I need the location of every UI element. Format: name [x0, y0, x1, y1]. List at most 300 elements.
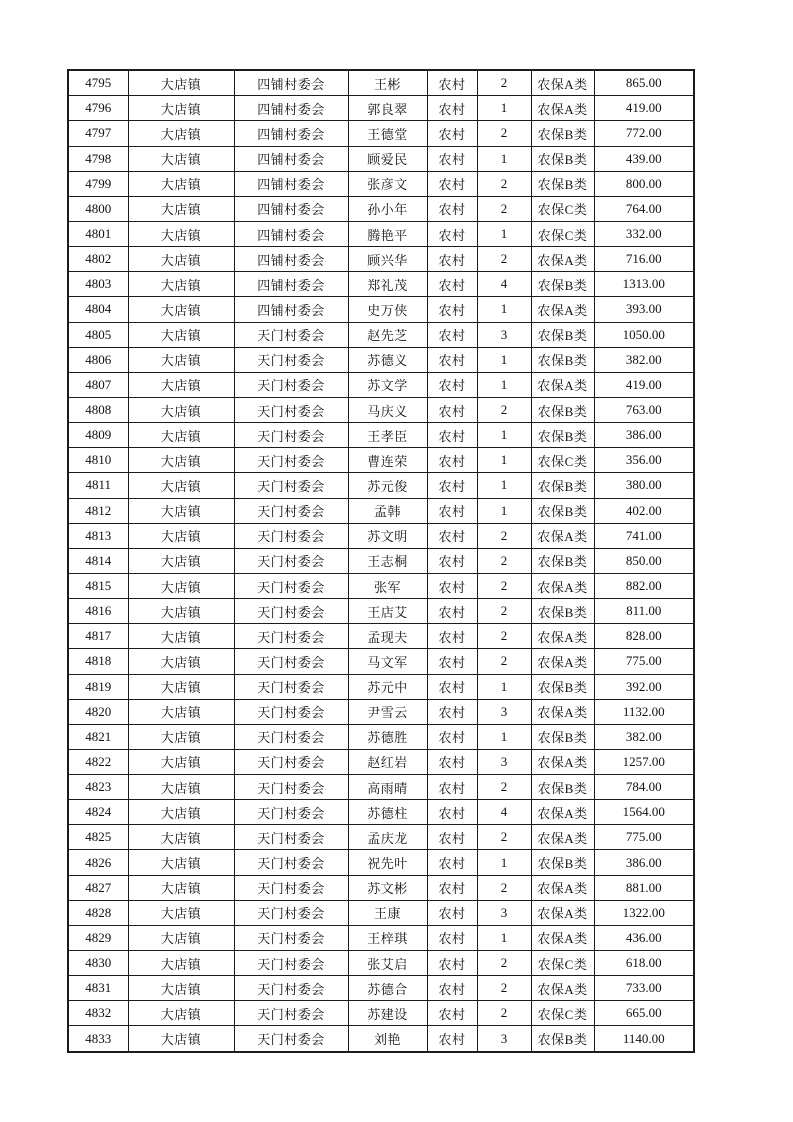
town-cell: 大店镇 [128, 322, 234, 347]
category-cell: 农保A类 [531, 573, 594, 598]
village-cell: 四铺村委会 [234, 70, 348, 96]
village-cell: 天门村委会 [234, 649, 348, 674]
serial-cell: 4799 [68, 171, 128, 196]
category-cell: 农保B类 [531, 397, 594, 422]
count-cell: 2 [477, 649, 531, 674]
table-row [68, 875, 694, 900]
amount-cell: 764.00 [594, 196, 694, 221]
residence-cell: 农村 [427, 875, 477, 900]
category-cell: 农保C类 [531, 1001, 594, 1026]
residence-cell: 农村 [427, 624, 477, 649]
town-cell: 大店镇 [128, 523, 234, 548]
category-cell: 农保A类 [531, 925, 594, 950]
table-row [68, 347, 694, 372]
serial-cell: 4814 [68, 548, 128, 573]
table-row [68, 146, 694, 171]
count-cell: 2 [477, 70, 531, 96]
name-cell: 苏文明 [348, 523, 427, 548]
amount-cell: 881.00 [594, 875, 694, 900]
town-cell: 大店镇 [128, 624, 234, 649]
category-cell: 农保C类 [531, 448, 594, 473]
serial-cell: 4796 [68, 96, 128, 121]
town-cell: 大店镇 [128, 749, 234, 774]
town-cell: 大店镇 [128, 976, 234, 1001]
category-cell: 农保A类 [531, 875, 594, 900]
amount-cell: 356.00 [594, 448, 694, 473]
table-row [68, 96, 694, 121]
amount-cell: 775.00 [594, 649, 694, 674]
table-row [68, 749, 694, 774]
serial-cell: 4806 [68, 347, 128, 372]
name-cell: 顾兴华 [348, 247, 427, 272]
table-row [68, 498, 694, 523]
amount-cell: 392.00 [594, 674, 694, 699]
name-cell: 史万侠 [348, 297, 427, 322]
serial-cell: 4810 [68, 448, 128, 473]
name-cell: 马文军 [348, 649, 427, 674]
amount-cell: 828.00 [594, 624, 694, 649]
name-cell: 张艾启 [348, 951, 427, 976]
village-cell: 天门村委会 [234, 548, 348, 573]
table-row [68, 523, 694, 548]
town-cell: 大店镇 [128, 221, 234, 246]
name-cell: 祝先叶 [348, 850, 427, 875]
category-cell: 农保B类 [531, 473, 594, 498]
town-cell: 大店镇 [128, 1026, 234, 1052]
village-cell: 天门村委会 [234, 599, 348, 624]
village-cell: 天门村委会 [234, 925, 348, 950]
serial-cell: 4824 [68, 800, 128, 825]
name-cell: 王孝臣 [348, 423, 427, 448]
village-cell: 天门村委会 [234, 699, 348, 724]
residence-cell: 农村 [427, 70, 477, 96]
town-cell: 大店镇 [128, 900, 234, 925]
town-cell: 大店镇 [128, 272, 234, 297]
amount-cell: 772.00 [594, 121, 694, 146]
residence-cell: 农村 [427, 1026, 477, 1052]
residence-cell: 农村 [427, 800, 477, 825]
amount-cell: 419.00 [594, 96, 694, 121]
amount-cell: 1132.00 [594, 699, 694, 724]
table-row [68, 1001, 694, 1026]
table-row [68, 171, 694, 196]
town-cell: 大店镇 [128, 247, 234, 272]
village-cell: 天门村委会 [234, 1026, 348, 1052]
count-cell: 2 [477, 825, 531, 850]
amount-cell: 1257.00 [594, 749, 694, 774]
serial-cell: 4809 [68, 423, 128, 448]
residence-cell: 农村 [427, 247, 477, 272]
village-cell: 天门村委会 [234, 624, 348, 649]
amount-cell: 784.00 [594, 775, 694, 800]
count-cell: 2 [477, 1001, 531, 1026]
amount-cell: 1564.00 [594, 800, 694, 825]
village-cell: 四铺村委会 [234, 96, 348, 121]
serial-cell: 4827 [68, 875, 128, 900]
count-cell: 1 [477, 925, 531, 950]
name-cell: 苏德义 [348, 347, 427, 372]
serial-cell: 4801 [68, 221, 128, 246]
village-cell: 天门村委会 [234, 397, 348, 422]
name-cell: 苏德柱 [348, 800, 427, 825]
table-row [68, 573, 694, 598]
category-cell: 农保A类 [531, 297, 594, 322]
residence-cell: 农村 [427, 548, 477, 573]
name-cell: 赵先芝 [348, 322, 427, 347]
town-cell: 大店镇 [128, 674, 234, 699]
residence-cell: 农村 [427, 121, 477, 146]
name-cell: 孟韩 [348, 498, 427, 523]
table-row [68, 825, 694, 850]
count-cell: 1 [477, 498, 531, 523]
table-row [68, 297, 694, 322]
category-cell: 农保B类 [531, 775, 594, 800]
residence-cell: 农村 [427, 699, 477, 724]
table-row [68, 372, 694, 397]
table-row [68, 272, 694, 297]
category-cell: 农保B类 [531, 674, 594, 699]
table-row [68, 724, 694, 749]
residence-cell: 农村 [427, 573, 477, 598]
serial-cell: 4829 [68, 925, 128, 950]
village-cell: 天门村委会 [234, 498, 348, 523]
serial-cell: 4830 [68, 951, 128, 976]
town-cell: 大店镇 [128, 171, 234, 196]
category-cell: 农保A类 [531, 247, 594, 272]
count-cell: 1 [477, 423, 531, 448]
count-cell: 2 [477, 951, 531, 976]
count-cell: 1 [477, 96, 531, 121]
residence-cell: 农村 [427, 397, 477, 422]
count-cell: 2 [477, 548, 531, 573]
amount-cell: 741.00 [594, 523, 694, 548]
amount-cell: 380.00 [594, 473, 694, 498]
town-cell: 大店镇 [128, 372, 234, 397]
name-cell: 赵红岩 [348, 749, 427, 774]
name-cell: 王康 [348, 900, 427, 925]
residence-cell: 农村 [427, 850, 477, 875]
category-cell: 农保A类 [531, 900, 594, 925]
town-cell: 大店镇 [128, 448, 234, 473]
amount-cell: 1140.00 [594, 1026, 694, 1052]
residence-cell: 农村 [427, 322, 477, 347]
serial-cell: 4828 [68, 900, 128, 925]
residence-cell: 农村 [427, 976, 477, 1001]
table-row [68, 70, 694, 96]
name-cell: 苏元俊 [348, 473, 427, 498]
serial-cell: 4797 [68, 121, 128, 146]
serial-cell: 4820 [68, 699, 128, 724]
village-cell: 四铺村委会 [234, 196, 348, 221]
residence-cell: 农村 [427, 347, 477, 372]
count-cell: 4 [477, 800, 531, 825]
residence-cell: 农村 [427, 448, 477, 473]
category-cell: 农保B类 [531, 599, 594, 624]
amount-cell: 850.00 [594, 548, 694, 573]
amount-cell: 332.00 [594, 221, 694, 246]
count-cell: 2 [477, 775, 531, 800]
serial-cell: 4800 [68, 196, 128, 221]
village-cell: 天门村委会 [234, 775, 348, 800]
count-cell: 1 [477, 724, 531, 749]
name-cell: 高雨晴 [348, 775, 427, 800]
table-row [68, 423, 694, 448]
table-row [68, 473, 694, 498]
name-cell: 孟庆龙 [348, 825, 427, 850]
count-cell: 2 [477, 573, 531, 598]
count-cell: 2 [477, 624, 531, 649]
table-row [68, 221, 694, 246]
count-cell: 3 [477, 1026, 531, 1052]
category-cell: 农保B类 [531, 423, 594, 448]
village-cell: 天门村委会 [234, 322, 348, 347]
residence-cell: 农村 [427, 196, 477, 221]
count-cell: 1 [477, 473, 531, 498]
residence-cell: 农村 [427, 297, 477, 322]
serial-cell: 4808 [68, 397, 128, 422]
table-row [68, 196, 694, 221]
town-cell: 大店镇 [128, 297, 234, 322]
town-cell: 大店镇 [128, 599, 234, 624]
serial-cell: 4825 [68, 825, 128, 850]
residence-cell: 农村 [427, 674, 477, 699]
village-cell: 天门村委会 [234, 473, 348, 498]
name-cell: 王志桐 [348, 548, 427, 573]
serial-cell: 4805 [68, 322, 128, 347]
residence-cell: 农村 [427, 221, 477, 246]
count-cell: 1 [477, 372, 531, 397]
village-cell: 天门村委会 [234, 900, 348, 925]
category-cell: 农保B类 [531, 171, 594, 196]
count-cell: 2 [477, 397, 531, 422]
category-cell: 农保A类 [531, 699, 594, 724]
count-cell: 1 [477, 297, 531, 322]
amount-cell: 1050.00 [594, 322, 694, 347]
amount-cell: 419.00 [594, 372, 694, 397]
town-cell: 大店镇 [128, 875, 234, 900]
category-cell: 农保B类 [531, 548, 594, 573]
serial-cell: 4831 [68, 976, 128, 1001]
village-cell: 天门村委会 [234, 523, 348, 548]
category-cell: 农保A类 [531, 825, 594, 850]
amount-cell: 1322.00 [594, 900, 694, 925]
name-cell: 尹雪云 [348, 699, 427, 724]
residence-cell: 农村 [427, 423, 477, 448]
category-cell: 农保A类 [531, 372, 594, 397]
category-cell: 农保C类 [531, 951, 594, 976]
serial-cell: 4816 [68, 599, 128, 624]
serial-cell: 4832 [68, 1001, 128, 1026]
name-cell: 刘艳 [348, 1026, 427, 1052]
table-row [68, 900, 694, 925]
category-cell: 农保B类 [531, 498, 594, 523]
village-cell: 天门村委会 [234, 423, 348, 448]
amount-cell: 865.00 [594, 70, 694, 96]
village-cell: 四铺村委会 [234, 247, 348, 272]
serial-cell: 4804 [68, 297, 128, 322]
town-cell: 大店镇 [128, 649, 234, 674]
town-cell: 大店镇 [128, 96, 234, 121]
village-cell: 天门村委会 [234, 573, 348, 598]
category-cell: 农保C类 [531, 196, 594, 221]
town-cell: 大店镇 [128, 925, 234, 950]
village-cell: 天门村委会 [234, 347, 348, 372]
count-cell: 2 [477, 121, 531, 146]
serial-cell: 4817 [68, 624, 128, 649]
amount-cell: 618.00 [594, 951, 694, 976]
name-cell: 孟现夫 [348, 624, 427, 649]
name-cell: 腾艳平 [348, 221, 427, 246]
town-cell: 大店镇 [128, 800, 234, 825]
amount-cell: 436.00 [594, 925, 694, 950]
name-cell: 顾爱民 [348, 146, 427, 171]
residence-cell: 农村 [427, 272, 477, 297]
serial-cell: 4815 [68, 573, 128, 598]
village-cell: 四铺村委会 [234, 297, 348, 322]
category-cell: 农保B类 [531, 347, 594, 372]
serial-cell: 4823 [68, 775, 128, 800]
count-cell: 1 [477, 347, 531, 372]
table-row [68, 1026, 694, 1052]
table-row [68, 624, 694, 649]
amount-cell: 763.00 [594, 397, 694, 422]
village-cell: 天门村委会 [234, 372, 348, 397]
count-cell: 2 [477, 523, 531, 548]
village-cell: 天门村委会 [234, 448, 348, 473]
town-cell: 大店镇 [128, 498, 234, 523]
town-cell: 大店镇 [128, 70, 234, 96]
serial-cell: 4802 [68, 247, 128, 272]
village-cell: 天门村委会 [234, 825, 348, 850]
count-cell: 1 [477, 850, 531, 875]
category-cell: 农保A类 [531, 800, 594, 825]
residence-cell: 农村 [427, 1001, 477, 1026]
village-cell: 天门村委会 [234, 800, 348, 825]
name-cell: 王店艾 [348, 599, 427, 624]
category-cell: 农保A类 [531, 523, 594, 548]
count-cell: 2 [477, 171, 531, 196]
amount-cell: 402.00 [594, 498, 694, 523]
town-cell: 大店镇 [128, 573, 234, 598]
count-cell: 2 [477, 875, 531, 900]
category-cell: 农保B类 [531, 1026, 594, 1052]
town-cell: 大店镇 [128, 850, 234, 875]
village-cell: 四铺村委会 [234, 272, 348, 297]
amount-cell: 733.00 [594, 976, 694, 1001]
name-cell: 张彦文 [348, 171, 427, 196]
residence-cell: 农村 [427, 599, 477, 624]
amount-cell: 811.00 [594, 599, 694, 624]
category-cell: 农保C类 [531, 221, 594, 246]
village-cell: 四铺村委会 [234, 221, 348, 246]
serial-cell: 4795 [68, 70, 128, 96]
amount-cell: 665.00 [594, 1001, 694, 1026]
name-cell: 苏德胜 [348, 724, 427, 749]
town-cell: 大店镇 [128, 1001, 234, 1026]
count-cell: 1 [477, 674, 531, 699]
category-cell: 农保B类 [531, 146, 594, 171]
count-cell: 3 [477, 900, 531, 925]
name-cell: 苏文彬 [348, 875, 427, 900]
table-row [68, 699, 694, 724]
village-cell: 天门村委会 [234, 674, 348, 699]
category-cell: 农保A类 [531, 976, 594, 1001]
category-cell: 农保A类 [531, 624, 594, 649]
village-cell: 天门村委会 [234, 850, 348, 875]
residence-cell: 农村 [427, 951, 477, 976]
name-cell: 郭良翠 [348, 96, 427, 121]
category-cell: 农保B类 [531, 121, 594, 146]
residence-cell: 农村 [427, 146, 477, 171]
amount-cell: 382.00 [594, 347, 694, 372]
town-cell: 大店镇 [128, 146, 234, 171]
town-cell: 大店镇 [128, 775, 234, 800]
residence-cell: 农村 [427, 649, 477, 674]
count-cell: 3 [477, 699, 531, 724]
name-cell: 苏德合 [348, 976, 427, 1001]
residence-cell: 农村 [427, 171, 477, 196]
amount-cell: 386.00 [594, 850, 694, 875]
serial-cell: 4798 [68, 146, 128, 171]
amount-cell: 439.00 [594, 146, 694, 171]
residence-cell: 农村 [427, 749, 477, 774]
amount-cell: 716.00 [594, 247, 694, 272]
name-cell: 王彬 [348, 70, 427, 96]
amount-cell: 775.00 [594, 825, 694, 850]
category-cell: 农保B类 [531, 850, 594, 875]
name-cell: 苏元中 [348, 674, 427, 699]
category-cell: 农保A类 [531, 96, 594, 121]
name-cell: 王德堂 [348, 121, 427, 146]
count-cell: 3 [477, 322, 531, 347]
name-cell: 曹连荣 [348, 448, 427, 473]
town-cell: 大店镇 [128, 699, 234, 724]
table-row [68, 121, 694, 146]
subsidy-roster-table [67, 69, 695, 1053]
serial-cell: 4803 [68, 272, 128, 297]
count-cell: 3 [477, 749, 531, 774]
category-cell: 农保A类 [531, 649, 594, 674]
table-row [68, 674, 694, 699]
serial-cell: 4826 [68, 850, 128, 875]
serial-cell: 4821 [68, 724, 128, 749]
count-cell: 4 [477, 272, 531, 297]
village-cell: 天门村委会 [234, 749, 348, 774]
count-cell: 1 [477, 221, 531, 246]
table-row [68, 775, 694, 800]
table-row [68, 397, 694, 422]
table-row [68, 599, 694, 624]
town-cell: 大店镇 [128, 951, 234, 976]
count-cell: 2 [477, 599, 531, 624]
name-cell: 张军 [348, 573, 427, 598]
table-row [68, 800, 694, 825]
town-cell: 大店镇 [128, 825, 234, 850]
village-cell: 四铺村委会 [234, 171, 348, 196]
town-cell: 大店镇 [128, 347, 234, 372]
town-cell: 大店镇 [128, 121, 234, 146]
count-cell: 2 [477, 196, 531, 221]
table-row [68, 976, 694, 1001]
serial-cell: 4818 [68, 649, 128, 674]
amount-cell: 382.00 [594, 724, 694, 749]
village-cell: 天门村委会 [234, 724, 348, 749]
village-cell: 四铺村委会 [234, 146, 348, 171]
table-row [68, 322, 694, 347]
serial-cell: 4807 [68, 372, 128, 397]
count-cell: 2 [477, 247, 531, 272]
name-cell: 郑礼茂 [348, 272, 427, 297]
